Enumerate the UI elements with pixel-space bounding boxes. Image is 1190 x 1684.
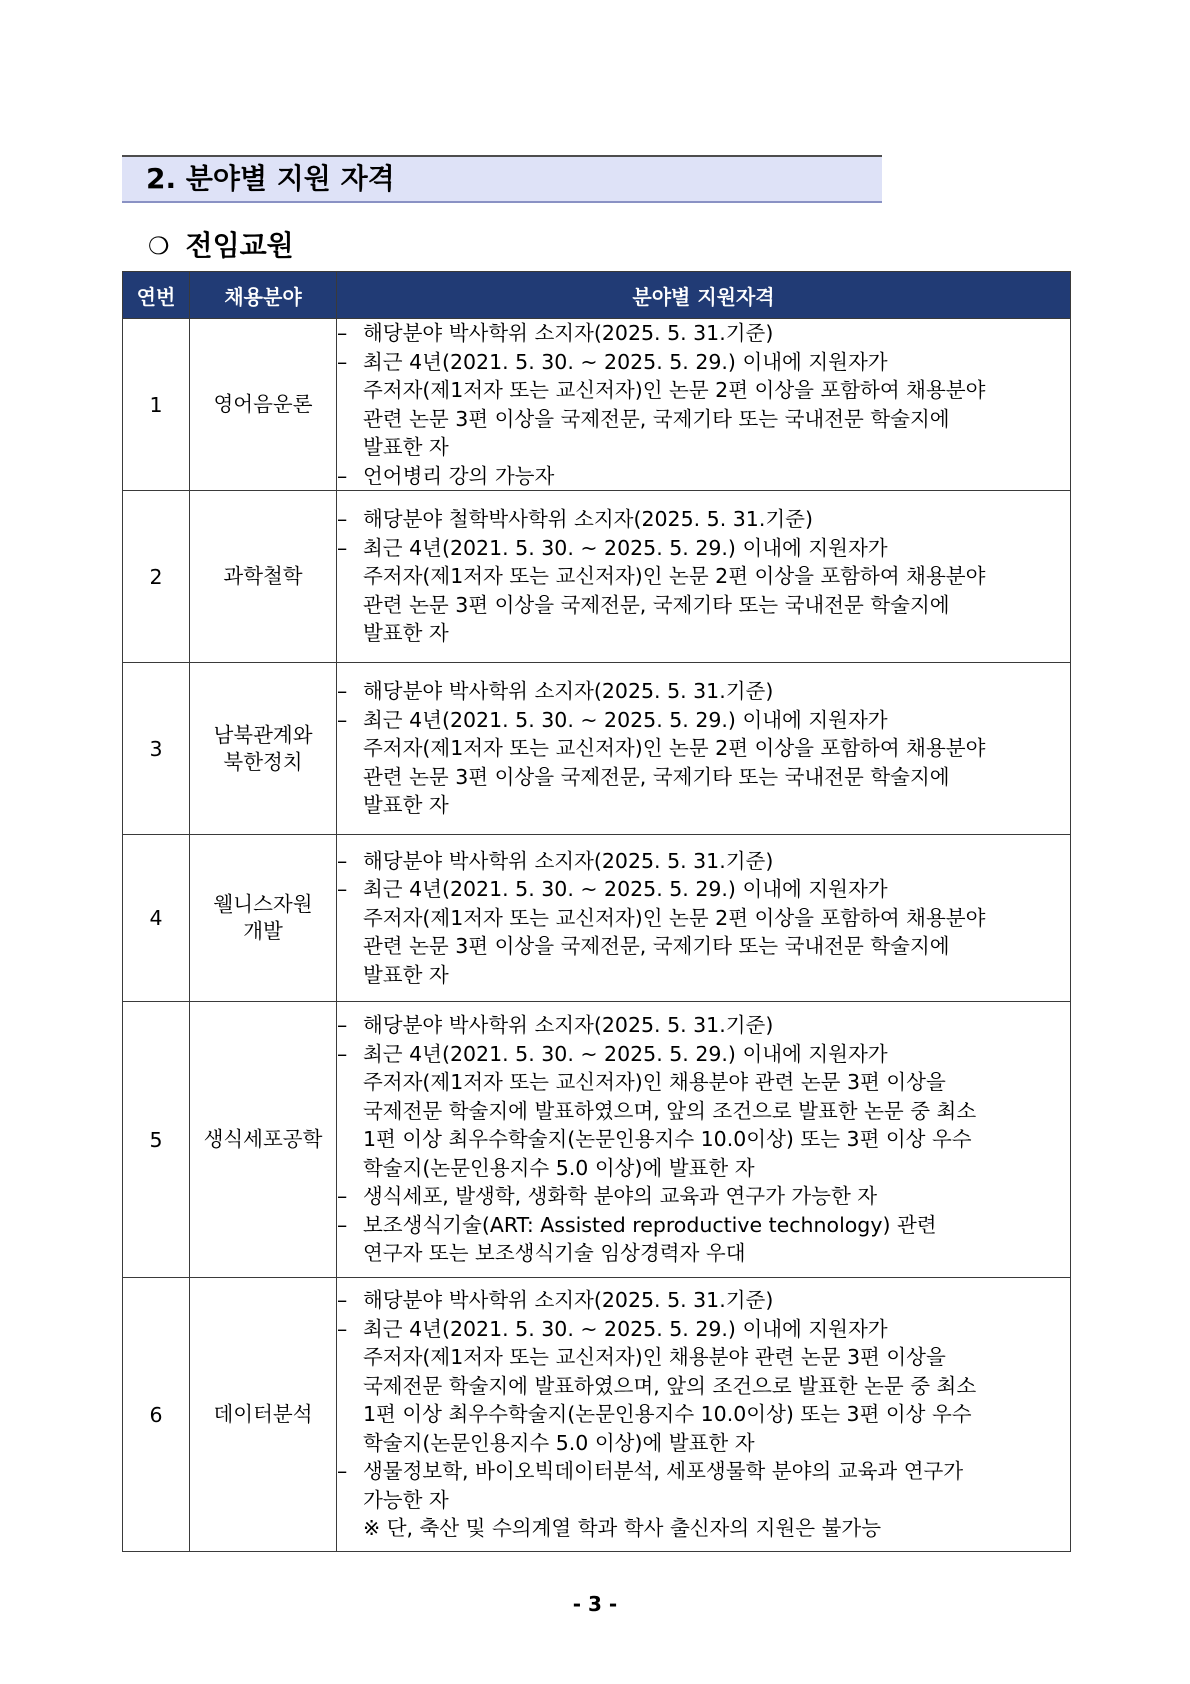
item-line: 관련 논문 3편 이상을 국제전문, 국제기타 또는 국내전문 학술지에 xyxy=(363,592,950,617)
table-row xyxy=(123,491,1071,663)
field-name-line: 남북관계와 xyxy=(213,722,313,747)
item-line: 발표한 자 xyxy=(363,962,449,987)
page-number: - 3 - xyxy=(572,1592,618,1616)
row-number-cell: 4 xyxy=(123,835,190,1002)
section-heading: 2. 분야별 지원 자격 xyxy=(146,162,395,195)
item-line: 생물정보학, 바이오빅데이터분석, 세포생물학 분야의 교육과 연구가 xyxy=(363,1459,964,1484)
qualification-table xyxy=(122,271,1071,1552)
item-marker: – xyxy=(337,679,348,704)
field-name-line: 생식세포공학 xyxy=(203,1127,323,1151)
item-line: 최근 4년(2021. 5. 30. ~ 2025. 5. 29.) 이내에 지원자가 xyxy=(363,349,888,374)
qualification-item xyxy=(337,319,1070,348)
item-marker: – xyxy=(337,535,348,560)
table-header-row xyxy=(123,272,1071,319)
circle-bullet-icon: ❍ xyxy=(148,232,170,260)
qualification-item xyxy=(337,706,1070,820)
item-line: 1편 이상 최우수학술지(논문인용지수 10.0이상) 또는 3편 이상 우수 xyxy=(363,1127,972,1152)
qualification-item xyxy=(337,1315,1070,1458)
qualification-item xyxy=(337,1011,1070,1040)
item-line: 주저자(제1저자 또는 교신저자)인 채용분야 관련 논문 3편 이상을 xyxy=(363,1070,946,1095)
item-line: 발표한 자 xyxy=(363,793,449,818)
item-marker: – xyxy=(337,1212,348,1237)
item-line: 주저자(제1저자 또는 교신저자)인 논문 2편 이상을 포함하여 채용분야 xyxy=(363,736,986,761)
qualification-item xyxy=(337,847,1070,876)
field-name-line: 영어음운론 xyxy=(213,392,313,416)
table-row xyxy=(123,1002,1071,1278)
item-lines xyxy=(363,1315,1070,1458)
item-lines xyxy=(363,1040,1070,1183)
item-line: 관련 논문 3편 이상을 국제전문, 국제기타 또는 국내전문 학술지에 xyxy=(363,406,950,431)
item-marker: – xyxy=(337,1288,348,1313)
subsection-title: 전임교원 xyxy=(185,229,294,262)
item-marker: – xyxy=(337,1041,348,1066)
item-line: 해당분야 박사학위 소지자(2025. 5. 31.기준) xyxy=(363,1013,774,1038)
item-line: ※ 단, 축산 및 수의계열 학과 학사 출신자의 지원은 불가능 xyxy=(363,1516,882,1541)
qualification-item xyxy=(337,677,1070,706)
item-line: 해당분야 박사학위 소지자(2025. 5. 31.기준) xyxy=(363,848,774,873)
section-heading-box xyxy=(122,155,882,203)
row-number-cell: 3 xyxy=(123,663,190,835)
item-marker: – xyxy=(337,321,348,345)
item-line: 발표한 자 xyxy=(363,621,449,646)
item-line: 관련 논문 3편 이상을 국제전문, 국제기타 또는 국내전문 학술지에 xyxy=(363,764,950,789)
row-number-cell: 6 xyxy=(123,1278,190,1552)
item-line: 언어병리 강의 가능자 xyxy=(363,463,555,488)
item-lines xyxy=(363,706,1070,820)
qualifications-cell xyxy=(337,1002,1071,1278)
field-name-line: 북한정치 xyxy=(223,749,303,774)
row-number-cell: 5 xyxy=(123,1002,190,1278)
field-cell xyxy=(190,1278,337,1552)
item-marker: – xyxy=(337,707,348,732)
qualification-item xyxy=(337,1211,1070,1268)
table-row xyxy=(123,835,1071,1002)
column-header-qualifications: 분야별 지원자격 xyxy=(337,272,1071,319)
item-line: 1편 이상 최우수학술지(논문인용지수 10.0이상) 또는 3편 이상 우수 xyxy=(363,1402,972,1427)
item-lines xyxy=(363,677,1070,706)
item-line: 연구자 또는 보조생식기술 임상경력자 우대 xyxy=(363,1241,746,1266)
field-cell xyxy=(190,1002,337,1278)
item-lines xyxy=(363,505,1070,534)
item-lines xyxy=(363,1211,1070,1268)
item-marker: – xyxy=(337,349,348,374)
field-cell xyxy=(190,319,337,491)
table-row xyxy=(123,1278,1071,1552)
subsection-heading xyxy=(148,227,294,265)
item-marker: – xyxy=(337,1316,348,1341)
qualifications-cell xyxy=(337,1278,1071,1552)
item-line: 발표한 자 xyxy=(363,435,449,459)
item-line: 해당분야 박사학위 소지자(2025. 5. 31.기준) xyxy=(363,679,774,704)
qualification-item xyxy=(337,348,1070,462)
qualification-item xyxy=(337,534,1070,648)
field-name-line: 데이터분석 xyxy=(213,1402,313,1426)
item-line: 보조생식기술(ART: Assisted reproductive technology) 관련 xyxy=(363,1212,937,1237)
qualification-item xyxy=(337,1040,1070,1183)
item-line: 주저자(제1저자 또는 교신저자)인 논문 2편 이상을 포함하여 채용분야 xyxy=(363,564,986,589)
item-marker: – xyxy=(337,507,348,532)
item-line: 학술지(논문인용지수 5.0 이상)에 발표한 자 xyxy=(363,1155,755,1180)
qualification-item xyxy=(337,1286,1070,1315)
qualification-item xyxy=(337,1457,1070,1514)
item-line: 가능한 자 xyxy=(363,1487,449,1512)
item-line: 관련 논문 3편 이상을 국제전문, 국제기타 또는 국내전문 학술지에 xyxy=(363,934,950,959)
item-line: 주저자(제1저자 또는 교신저자)인 채용분야 관련 논문 3편 이상을 xyxy=(363,1345,946,1370)
item-lines xyxy=(363,1457,1070,1514)
qualification-item xyxy=(337,1514,1070,1543)
item-lines xyxy=(363,1514,1070,1543)
column-header-field: 채용분야 xyxy=(190,272,337,319)
qualification-item xyxy=(337,875,1070,989)
table-row xyxy=(123,663,1071,835)
item-lines xyxy=(363,534,1070,648)
item-line: 최근 4년(2021. 5. 30. ~ 2025. 5. 29.) 이내에 지원자가 xyxy=(363,1041,888,1066)
item-lines xyxy=(363,1286,1070,1315)
qualifications-cell xyxy=(337,319,1071,491)
item-lines xyxy=(363,348,1070,462)
item-lines xyxy=(363,1182,1070,1211)
item-line: 학술지(논문인용지수 5.0 이상)에 발표한 자 xyxy=(363,1430,755,1455)
item-line: 해당분야 박사학위 소지자(2025. 5. 31.기준) xyxy=(363,1288,774,1313)
column-header-number: 연번 xyxy=(123,272,190,319)
item-lines xyxy=(363,462,1070,491)
qualifications-cell xyxy=(337,663,1071,835)
row-number-cell: 2 xyxy=(123,491,190,663)
item-marker xyxy=(337,1514,363,1543)
item-line: 해당분야 철학박사학위 소지자(2025. 5. 31.기준) xyxy=(363,507,813,532)
field-name-line: 과학철학 xyxy=(223,564,303,588)
item-marker: – xyxy=(337,877,348,902)
item-marker: – xyxy=(337,1459,348,1484)
table-row xyxy=(123,319,1071,491)
field-cell xyxy=(190,835,337,1002)
field-name-line: 개발 xyxy=(243,919,283,943)
item-line: 국제전문 학술지에 발표하였으며, 앞의 조건으로 발표한 논문 중 최소 xyxy=(363,1373,977,1398)
row-number-cell: 1 xyxy=(123,319,190,491)
item-marker: – xyxy=(337,463,348,488)
item-line: 최근 4년(2021. 5. 30. ~ 2025. 5. 29.) 이내에 지원자가 xyxy=(363,707,888,732)
item-line: 주저자(제1저자 또는 교신저자)인 논문 2편 이상을 포함하여 채용분야 xyxy=(363,378,986,402)
item-marker: – xyxy=(337,1013,348,1038)
qualifications-cell xyxy=(337,491,1071,663)
item-line: 국제전문 학술지에 발표하였으며, 앞의 조건으로 발표한 논문 중 최소 xyxy=(363,1098,977,1123)
item-line: 최근 4년(2021. 5. 30. ~ 2025. 5. 29.) 이내에 지원자가 xyxy=(363,535,888,560)
item-marker: – xyxy=(337,848,348,873)
item-line: 최근 4년(2021. 5. 30. ~ 2025. 5. 29.) 이내에 지원자가 xyxy=(363,1316,888,1341)
item-line: 해당분야 박사학위 소지자(2025. 5. 31.기준) xyxy=(363,321,774,345)
item-line: 최근 4년(2021. 5. 30. ~ 2025. 5. 29.) 이내에 지원자가 xyxy=(363,877,888,902)
field-name-line: 웰니스자원 xyxy=(213,892,313,916)
item-lines xyxy=(363,847,1070,876)
qualification-item xyxy=(337,505,1070,534)
item-marker: – xyxy=(337,1184,348,1209)
item-lines xyxy=(363,1011,1070,1040)
item-lines xyxy=(363,319,1070,348)
item-lines xyxy=(363,875,1070,989)
qualification-item xyxy=(337,1182,1070,1211)
item-line: 주저자(제1저자 또는 교신저자)인 논문 2편 이상을 포함하여 채용분야 xyxy=(363,905,986,930)
qualifications-cell xyxy=(337,835,1071,1002)
field-cell xyxy=(190,663,337,835)
table-body xyxy=(123,319,1071,1552)
qualification-item xyxy=(337,462,1070,491)
item-line: 생식세포, 발생학, 생화학 분야의 교육과 연구가 가능한 자 xyxy=(363,1184,878,1209)
field-cell xyxy=(190,491,337,663)
